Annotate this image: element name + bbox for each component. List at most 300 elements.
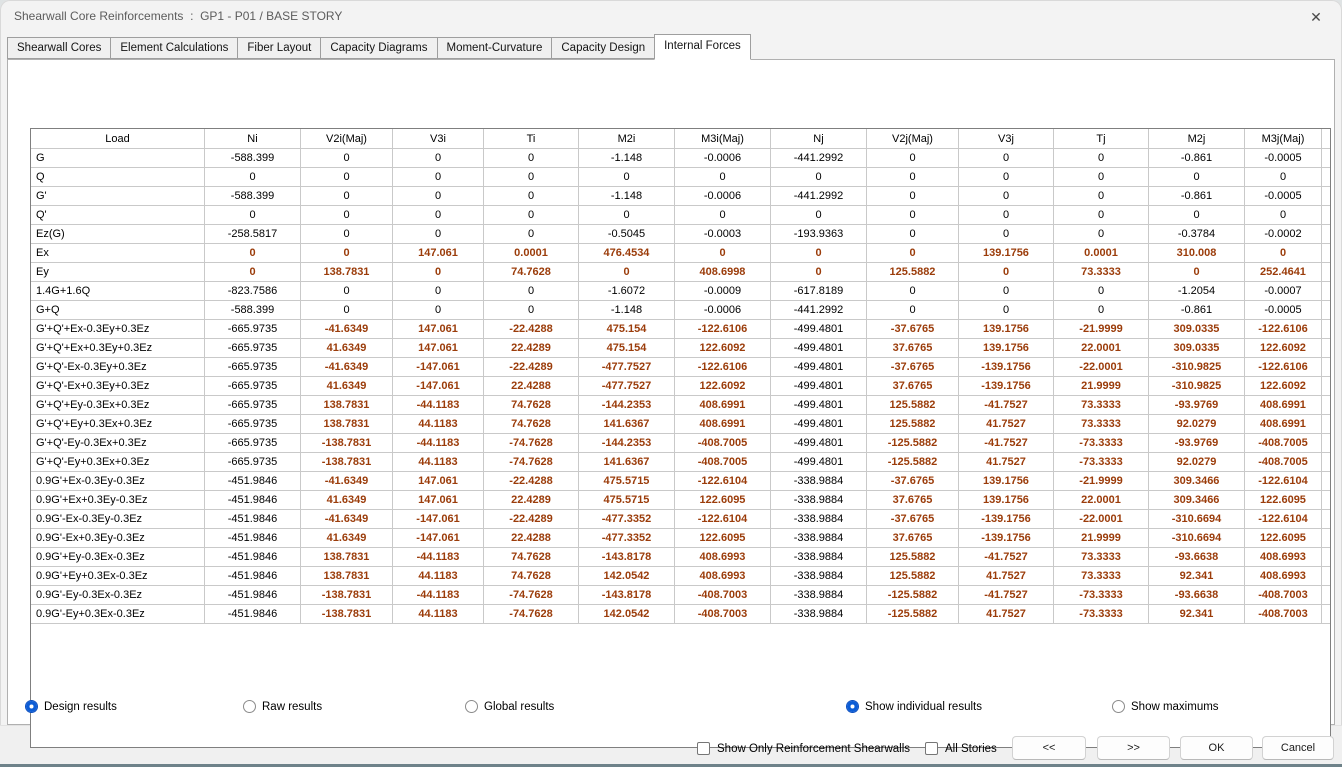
value-cell[interactable]: -22.4289	[484, 358, 579, 377]
value-cell[interactable]: 141.6367	[579, 415, 675, 434]
load-cell[interactable]: G'+Q'+Ey+0.3Ex+0.3Ez	[31, 415, 205, 434]
value-cell[interactable]: -73.3333	[1054, 453, 1149, 472]
value-cell[interactable]: -1.2054	[1149, 282, 1245, 301]
value-cell[interactable]: 139.1756	[959, 472, 1054, 491]
value-cell[interactable]: 0	[771, 244, 867, 263]
value-cell[interactable]: -1.148	[579, 187, 675, 206]
radio-show-maximums[interactable]	[1112, 699, 1219, 714]
value-cell[interactable]: -41.6349	[301, 510, 393, 529]
value-cell[interactable]: 125.5882	[867, 263, 959, 282]
value-cell[interactable]: 73.3333	[1054, 263, 1149, 282]
value-cell[interactable]: -22.4289	[484, 510, 579, 529]
value-cell[interactable]: -310.6694	[1149, 510, 1245, 529]
value-cell[interactable]: -499.4801	[771, 434, 867, 453]
value-cell[interactable]: 0.0001	[484, 244, 579, 263]
value-cell[interactable]: 0	[1245, 244, 1322, 263]
value-cell[interactable]: -0.0006	[675, 149, 771, 168]
value-cell[interactable]: -147.061	[393, 529, 484, 548]
value-cell[interactable]: -22.4288	[484, 320, 579, 339]
value-cell[interactable]: 73.3333	[1054, 548, 1149, 567]
value-cell[interactable]: 252.4641	[1245, 263, 1322, 282]
value-cell[interactable]: 125.5882	[867, 415, 959, 434]
value-cell[interactable]: -41.7527	[959, 396, 1054, 415]
load-cell[interactable]: 0.9G'+Ex-0.3Ey-0.3Ez	[31, 472, 205, 491]
value-cell[interactable]: -93.9769	[1149, 396, 1245, 415]
load-cell[interactable]: Q	[31, 168, 205, 187]
value-cell[interactable]: -0.861	[1149, 149, 1245, 168]
value-cell[interactable]: -408.7005	[1245, 434, 1322, 453]
value-cell[interactable]: -139.1756	[959, 510, 1054, 529]
load-cell[interactable]: 0.9G'-Ex-0.3Ey-0.3Ez	[31, 510, 205, 529]
value-cell[interactable]: -93.9769	[1149, 434, 1245, 453]
value-cell[interactable]: 92.341	[1149, 567, 1245, 586]
value-cell[interactable]: -477.3352	[579, 529, 675, 548]
value-cell[interactable]: -74.7628	[484, 434, 579, 453]
value-cell[interactable]: 44.1183	[393, 605, 484, 624]
value-cell[interactable]: -310.9825	[1149, 358, 1245, 377]
value-cell[interactable]: 22.4289	[484, 491, 579, 510]
load-cell[interactable]: G'+Q'-Ex+0.3Ey+0.3Ez	[31, 377, 205, 396]
value-cell[interactable]: 0	[867, 187, 959, 206]
load-cell[interactable]: G	[31, 149, 205, 168]
value-cell[interactable]: 0	[675, 168, 771, 187]
value-cell[interactable]: 0	[301, 206, 393, 225]
load-cell[interactable]: 0.9G'+Ey+0.3Ex-0.3Ez	[31, 567, 205, 586]
value-cell[interactable]: -0.5045	[579, 225, 675, 244]
value-cell[interactable]: -125.5882	[867, 434, 959, 453]
value-cell[interactable]: -588.399	[205, 149, 301, 168]
value-cell[interactable]: -41.6349	[301, 320, 393, 339]
value-cell[interactable]: 139.1756	[959, 339, 1054, 358]
value-cell[interactable]: 0	[867, 168, 959, 187]
value-cell[interactable]: -22.0001	[1054, 358, 1149, 377]
value-cell[interactable]: -37.6765	[867, 358, 959, 377]
value-cell[interactable]: 74.7628	[484, 548, 579, 567]
radio-raw-results[interactable]	[243, 699, 322, 714]
value-cell[interactable]: 0	[959, 225, 1054, 244]
load-cell[interactable]: Ey	[31, 263, 205, 282]
value-cell[interactable]: 408.6998	[675, 263, 771, 282]
value-cell[interactable]: 73.3333	[1054, 396, 1149, 415]
value-cell[interactable]: -0.0003	[675, 225, 771, 244]
value-cell[interactable]: -338.9884	[771, 472, 867, 491]
value-cell[interactable]: 122.6095	[1245, 491, 1322, 510]
value-cell[interactable]: 0	[771, 168, 867, 187]
value-cell[interactable]: 408.6991	[675, 396, 771, 415]
value-cell[interactable]: -499.4801	[771, 396, 867, 415]
value-cell[interactable]: 22.0001	[1054, 339, 1149, 358]
value-cell[interactable]: -1.148	[579, 301, 675, 320]
value-cell[interactable]: -665.9735	[205, 339, 301, 358]
value-cell[interactable]: 44.1183	[393, 453, 484, 472]
next-button[interactable]: >>	[1097, 736, 1170, 760]
value-cell[interactable]: -122.6104	[1245, 472, 1322, 491]
value-cell[interactable]: 0	[867, 225, 959, 244]
value-cell[interactable]: 408.6993	[675, 567, 771, 586]
value-cell[interactable]: 309.3466	[1149, 472, 1245, 491]
value-cell[interactable]: 0	[867, 301, 959, 320]
value-cell[interactable]: 0	[484, 187, 579, 206]
value-cell[interactable]: -122.6106	[1245, 358, 1322, 377]
value-cell[interactable]: 475.5715	[579, 472, 675, 491]
value-cell[interactable]: 73.3333	[1054, 567, 1149, 586]
load-cell[interactable]: G'+Q'-Ey+0.3Ex+0.3Ez	[31, 453, 205, 472]
value-cell[interactable]: -93.6638	[1149, 586, 1245, 605]
load-cell[interactable]: G'+Q'+Ex-0.3Ey+0.3Ez	[31, 320, 205, 339]
value-cell[interactable]: -499.4801	[771, 320, 867, 339]
value-cell[interactable]: -477.7527	[579, 358, 675, 377]
value-cell[interactable]: 41.7527	[959, 567, 1054, 586]
value-cell[interactable]: 0	[393, 206, 484, 225]
value-cell[interactable]: 0	[301, 149, 393, 168]
value-cell[interactable]: -665.9735	[205, 396, 301, 415]
load-cell[interactable]: G'	[31, 187, 205, 206]
value-cell[interactable]: 0	[205, 263, 301, 282]
value-cell[interactable]: -139.1756	[959, 358, 1054, 377]
value-cell[interactable]: 147.061	[393, 244, 484, 263]
value-cell[interactable]: -0.3784	[1149, 225, 1245, 244]
value-cell[interactable]: 0	[205, 244, 301, 263]
value-cell[interactable]: -125.5882	[867, 605, 959, 624]
value-cell[interactable]: 475.154	[579, 320, 675, 339]
value-cell[interactable]: 309.0335	[1149, 339, 1245, 358]
value-cell[interactable]: -143.8178	[579, 548, 675, 567]
value-cell[interactable]: -74.7628	[484, 605, 579, 624]
value-cell[interactable]: -44.1183	[393, 586, 484, 605]
value-cell[interactable]: 0	[205, 206, 301, 225]
value-cell[interactable]: 139.1756	[959, 491, 1054, 510]
value-cell[interactable]: 0	[484, 301, 579, 320]
value-cell[interactable]: 138.7831	[301, 263, 393, 282]
value-cell[interactable]: 0	[301, 168, 393, 187]
value-cell[interactable]: 37.6765	[867, 529, 959, 548]
value-cell[interactable]: 147.061	[393, 320, 484, 339]
value-cell[interactable]: -0.0009	[675, 282, 771, 301]
value-cell[interactable]: -499.4801	[771, 453, 867, 472]
value-cell[interactable]: 73.3333	[1054, 415, 1149, 434]
value-cell[interactable]: -0.0002	[1245, 225, 1322, 244]
value-cell[interactable]: -147.061	[393, 510, 484, 529]
value-cell[interactable]: 41.6349	[301, 339, 393, 358]
value-cell[interactable]: 0	[1054, 187, 1149, 206]
value-cell[interactable]: 0	[1149, 168, 1245, 187]
value-cell[interactable]: 0	[1054, 206, 1149, 225]
value-cell[interactable]: 37.6765	[867, 339, 959, 358]
radio-global-results[interactable]	[465, 699, 554, 714]
value-cell[interactable]: 122.6092	[1245, 339, 1322, 358]
value-cell[interactable]: 92.341	[1149, 605, 1245, 624]
value-cell[interactable]: -665.9735	[205, 434, 301, 453]
value-cell[interactable]: 122.6095	[1245, 529, 1322, 548]
value-cell[interactable]: 0	[675, 244, 771, 263]
value-cell[interactable]: -139.1756	[959, 377, 1054, 396]
value-cell[interactable]: -451.9846	[205, 491, 301, 510]
value-cell[interactable]: 74.7628	[484, 567, 579, 586]
value-cell[interactable]: -122.6106	[675, 358, 771, 377]
tab-moment-curvature[interactable]: Moment-Curvature	[437, 37, 553, 59]
value-cell[interactable]: -823.7586	[205, 282, 301, 301]
value-cell[interactable]: 138.7831	[301, 396, 393, 415]
value-cell[interactable]: -144.2353	[579, 434, 675, 453]
value-cell[interactable]: -37.6765	[867, 510, 959, 529]
value-cell[interactable]: -193.9363	[771, 225, 867, 244]
value-cell[interactable]: -37.6765	[867, 320, 959, 339]
value-cell[interactable]: -499.4801	[771, 339, 867, 358]
value-cell[interactable]: -122.6104	[675, 472, 771, 491]
value-cell[interactable]: 0	[959, 301, 1054, 320]
value-cell[interactable]: -41.7527	[959, 434, 1054, 453]
value-cell[interactable]: 0	[867, 244, 959, 263]
value-cell[interactable]: 141.6367	[579, 453, 675, 472]
value-cell[interactable]: -41.6349	[301, 472, 393, 491]
value-cell[interactable]: 41.7527	[959, 415, 1054, 434]
value-cell[interactable]: -665.9735	[205, 377, 301, 396]
value-cell[interactable]: -138.7831	[301, 434, 393, 453]
value-cell[interactable]: 0	[1054, 282, 1149, 301]
load-cell[interactable]: Ex	[31, 244, 205, 263]
radio-design-results[interactable]	[25, 699, 117, 714]
tab-capacity-design[interactable]: Capacity Design	[551, 37, 655, 59]
value-cell[interactable]: -441.2992	[771, 149, 867, 168]
value-cell[interactable]: 125.5882	[867, 396, 959, 415]
value-cell[interactable]: 0	[959, 206, 1054, 225]
value-cell[interactable]: 122.6095	[675, 491, 771, 510]
value-cell[interactable]: -138.7831	[301, 453, 393, 472]
value-cell[interactable]: -41.7527	[959, 548, 1054, 567]
value-cell[interactable]: -122.6104	[675, 510, 771, 529]
value-cell[interactable]: 41.6349	[301, 491, 393, 510]
value-cell[interactable]: -44.1183	[393, 434, 484, 453]
value-cell[interactable]: 41.7527	[959, 453, 1054, 472]
value-cell[interactable]: 122.6095	[675, 529, 771, 548]
value-cell[interactable]: 41.6349	[301, 377, 393, 396]
value-cell[interactable]: 139.1756	[959, 320, 1054, 339]
value-cell[interactable]: 0	[301, 301, 393, 320]
value-cell[interactable]: 408.6993	[1245, 567, 1322, 586]
value-cell[interactable]: -73.3333	[1054, 586, 1149, 605]
value-cell[interactable]: -258.5817	[205, 225, 301, 244]
load-cell[interactable]: 0.9G'+Ex+0.3Ey-0.3Ez	[31, 491, 205, 510]
value-cell[interactable]: 0	[484, 282, 579, 301]
value-cell[interactable]: 408.6993	[675, 548, 771, 567]
value-cell[interactable]: 147.061	[393, 491, 484, 510]
previous-button[interactable]: <<	[1012, 736, 1086, 760]
value-cell[interactable]: -499.4801	[771, 415, 867, 434]
value-cell[interactable]: 475.154	[579, 339, 675, 358]
value-cell[interactable]: 0	[1149, 263, 1245, 282]
value-cell[interactable]: -451.9846	[205, 510, 301, 529]
value-cell[interactable]: -1.148	[579, 149, 675, 168]
value-cell[interactable]: 22.4289	[484, 339, 579, 358]
load-cell[interactable]: 0.9G'+Ey-0.3Ex-0.3Ez	[31, 548, 205, 567]
tab-shearwall-cores[interactable]: Shearwall Cores	[7, 37, 111, 59]
value-cell[interactable]: -139.1756	[959, 529, 1054, 548]
value-cell[interactable]: 475.5715	[579, 491, 675, 510]
value-cell[interactable]: 0	[959, 282, 1054, 301]
tab-fiber-layout[interactable]: Fiber Layout	[237, 37, 321, 59]
value-cell[interactable]: 309.3466	[1149, 491, 1245, 510]
value-cell[interactable]: -451.9846	[205, 472, 301, 491]
checkbox-all-stories[interactable]	[925, 741, 997, 756]
tab-internal-forces[interactable]: Internal Forces	[654, 34, 751, 60]
value-cell[interactable]: -310.6694	[1149, 529, 1245, 548]
load-cell[interactable]: 0.9G'-Ey-0.3Ex-0.3Ez	[31, 586, 205, 605]
value-cell[interactable]: 0	[205, 168, 301, 187]
value-cell[interactable]: 0	[771, 263, 867, 282]
value-cell[interactable]: -0.0006	[675, 301, 771, 320]
value-cell[interactable]: 44.1183	[393, 567, 484, 586]
value-cell[interactable]: -665.9735	[205, 453, 301, 472]
value-cell[interactable]: 125.5882	[867, 548, 959, 567]
value-cell[interactable]: 92.0279	[1149, 415, 1245, 434]
value-cell[interactable]: -125.5882	[867, 453, 959, 472]
value-cell[interactable]: 122.6092	[675, 339, 771, 358]
load-cell[interactable]: G'+Q'+Ey-0.3Ex+0.3Ez	[31, 396, 205, 415]
value-cell[interactable]: 138.7831	[301, 548, 393, 567]
value-cell[interactable]: -665.9735	[205, 415, 301, 434]
value-cell[interactable]: 37.6765	[867, 377, 959, 396]
value-cell[interactable]: 0	[393, 168, 484, 187]
value-cell[interactable]: -41.7527	[959, 586, 1054, 605]
value-cell[interactable]: 41.7527	[959, 605, 1054, 624]
value-cell[interactable]: 0	[301, 187, 393, 206]
ok-button[interactable]: OK	[1180, 736, 1253, 760]
value-cell[interactable]: -451.9846	[205, 548, 301, 567]
value-cell[interactable]: 408.6991	[675, 415, 771, 434]
value-cell[interactable]: 0	[867, 282, 959, 301]
value-cell[interactable]: -0.0007	[1245, 282, 1322, 301]
value-cell[interactable]: 74.7628	[484, 263, 579, 282]
value-cell[interactable]: 0	[675, 206, 771, 225]
value-cell[interactable]: 0	[867, 206, 959, 225]
value-cell[interactable]: 0	[301, 244, 393, 263]
value-cell[interactable]: -37.6765	[867, 472, 959, 491]
value-cell[interactable]: -408.7005	[1245, 453, 1322, 472]
value-cell[interactable]: -408.7005	[675, 453, 771, 472]
value-cell[interactable]: -665.9735	[205, 358, 301, 377]
value-cell[interactable]: 139.1756	[959, 244, 1054, 263]
value-cell[interactable]: 309.0335	[1149, 320, 1245, 339]
value-cell[interactable]: 0	[771, 206, 867, 225]
value-cell[interactable]: -408.7003	[675, 605, 771, 624]
tab-capacity-diagrams[interactable]: Capacity Diagrams	[320, 37, 437, 59]
value-cell[interactable]: 92.0279	[1149, 453, 1245, 472]
value-cell[interactable]: 0	[1054, 225, 1149, 244]
value-cell[interactable]: 0	[1245, 206, 1322, 225]
value-cell[interactable]: -408.7005	[675, 434, 771, 453]
value-cell[interactable]: -499.4801	[771, 377, 867, 396]
value-cell[interactable]: 122.6092	[675, 377, 771, 396]
value-cell[interactable]: 408.6993	[1245, 548, 1322, 567]
load-cell[interactable]: Q'	[31, 206, 205, 225]
value-cell[interactable]: 147.061	[393, 339, 484, 358]
value-cell[interactable]: -122.6106	[675, 320, 771, 339]
value-cell[interactable]: 138.7831	[301, 415, 393, 434]
value-cell[interactable]: 74.7628	[484, 415, 579, 434]
value-cell[interactable]: -138.7831	[301, 586, 393, 605]
load-cell[interactable]: 0.9G'-Ey+0.3Ex-0.3Ez	[31, 605, 205, 624]
value-cell[interactable]: 0	[579, 168, 675, 187]
value-cell[interactable]: 122.6092	[1245, 377, 1322, 396]
value-cell[interactable]: 0	[393, 301, 484, 320]
value-cell[interactable]: -0.0005	[1245, 187, 1322, 206]
value-cell[interactable]: -310.9825	[1149, 377, 1245, 396]
value-cell[interactable]: 0	[393, 225, 484, 244]
value-cell[interactable]: -22.4288	[484, 472, 579, 491]
value-cell[interactable]: -22.0001	[1054, 510, 1149, 529]
value-cell[interactable]: 22.4288	[484, 529, 579, 548]
value-cell[interactable]: -338.9884	[771, 586, 867, 605]
value-cell[interactable]: 0	[484, 168, 579, 187]
value-cell[interactable]: -21.9999	[1054, 320, 1149, 339]
value-cell[interactable]: -122.6106	[1245, 320, 1322, 339]
value-cell[interactable]: 0	[1054, 168, 1149, 187]
value-cell[interactable]: -1.6072	[579, 282, 675, 301]
value-cell[interactable]: 310.008	[1149, 244, 1245, 263]
value-cell[interactable]: 0	[393, 149, 484, 168]
value-cell[interactable]: 0	[1245, 168, 1322, 187]
load-cell[interactable]: Ez(G)	[31, 225, 205, 244]
value-cell[interactable]: -143.8178	[579, 586, 675, 605]
value-cell[interactable]: -138.7831	[301, 605, 393, 624]
value-cell[interactable]: 0	[959, 187, 1054, 206]
value-cell[interactable]: -338.9884	[771, 510, 867, 529]
value-cell[interactable]: -73.3333	[1054, 434, 1149, 453]
value-cell[interactable]: 0	[579, 263, 675, 282]
value-cell[interactable]: 0	[393, 187, 484, 206]
value-cell[interactable]: 0	[301, 282, 393, 301]
value-cell[interactable]: 0	[484, 206, 579, 225]
tab-element-calculations[interactable]: Element Calculations	[110, 37, 238, 59]
value-cell[interactable]: 21.9999	[1054, 377, 1149, 396]
value-cell[interactable]: -451.9846	[205, 567, 301, 586]
value-cell[interactable]: -0.861	[1149, 301, 1245, 320]
value-cell[interactable]: 138.7831	[301, 567, 393, 586]
cancel-button[interactable]: Cancel	[1262, 736, 1334, 760]
value-cell[interactable]: -338.9884	[771, 605, 867, 624]
value-cell[interactable]: 0	[484, 149, 579, 168]
load-cell[interactable]: G'+Q'+Ex+0.3Ey+0.3Ez	[31, 339, 205, 358]
value-cell[interactable]: 0	[867, 149, 959, 168]
value-cell[interactable]: 22.0001	[1054, 491, 1149, 510]
value-cell[interactable]: -125.5882	[867, 586, 959, 605]
value-cell[interactable]: 0	[1149, 206, 1245, 225]
value-cell[interactable]: -338.9884	[771, 567, 867, 586]
value-cell[interactable]: -477.3352	[579, 510, 675, 529]
value-cell[interactable]: 22.4288	[484, 377, 579, 396]
load-cell[interactable]: 0.9G'-Ex+0.3Ey-0.3Ez	[31, 529, 205, 548]
value-cell[interactable]: -441.2992	[771, 301, 867, 320]
value-cell[interactable]: 41.6349	[301, 529, 393, 548]
value-cell[interactable]: 142.0542	[579, 605, 675, 624]
value-cell[interactable]: 44.1183	[393, 415, 484, 434]
value-cell[interactable]: -144.2353	[579, 396, 675, 415]
value-cell[interactable]: 0.0001	[1054, 244, 1149, 263]
value-cell[interactable]: -338.9884	[771, 529, 867, 548]
value-cell[interactable]: 408.6991	[1245, 396, 1322, 415]
load-cell[interactable]: G'+Q'-Ex-0.3Ey+0.3Ez	[31, 358, 205, 377]
load-cell[interactable]: 1.4G+1.6Q	[31, 282, 205, 301]
checkbox-show-only-reinforcement-shearwalls[interactable]	[697, 741, 910, 756]
value-cell[interactable]: -477.7527	[579, 377, 675, 396]
value-cell[interactable]: -44.1183	[393, 548, 484, 567]
value-cell[interactable]: -122.6104	[1245, 510, 1322, 529]
value-cell[interactable]: -0.0005	[1245, 301, 1322, 320]
value-cell[interactable]: -74.7628	[484, 453, 579, 472]
value-cell[interactable]: 0	[393, 263, 484, 282]
value-cell[interactable]: 0	[393, 282, 484, 301]
value-cell[interactable]: 0	[579, 206, 675, 225]
